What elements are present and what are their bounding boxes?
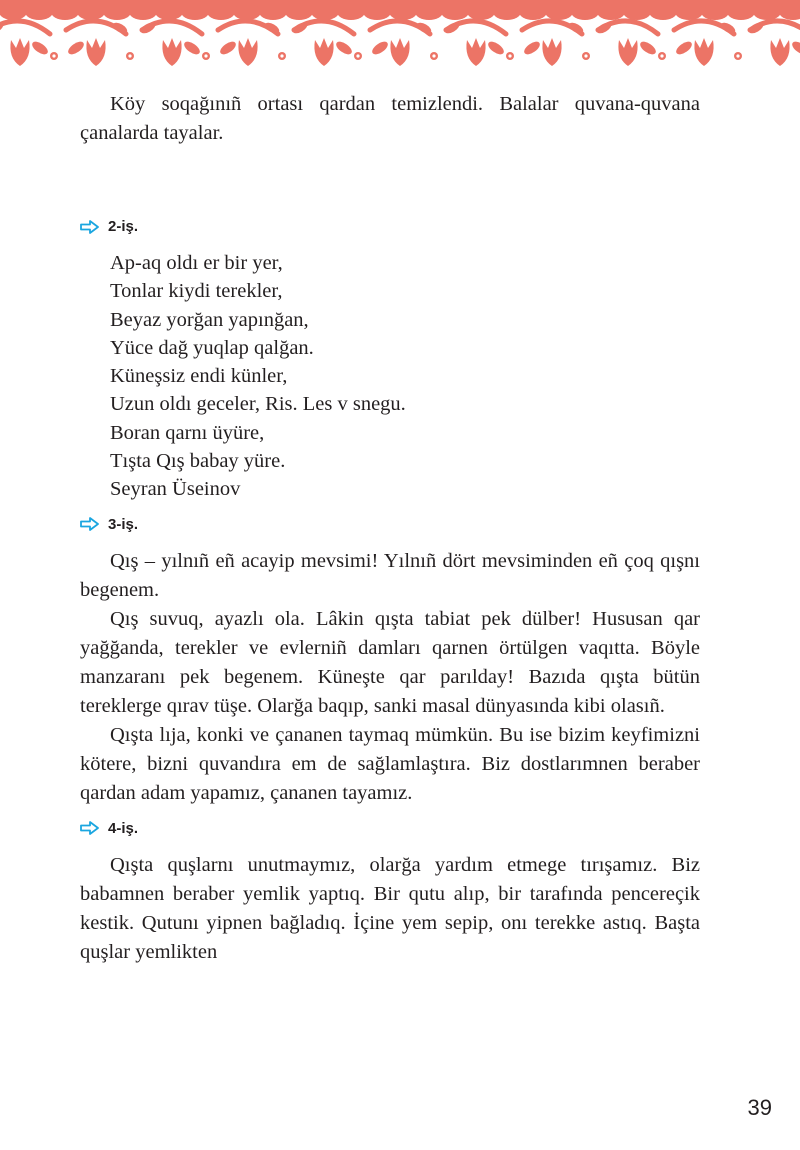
arrow-right-icon xyxy=(80,517,100,531)
intro-paragraph: Köy soqağınıñ ortası qardan temizlendi. Balalar quvana-quvana çanalarda tayalar. xyxy=(80,93,700,144)
arrow-right-icon xyxy=(80,821,100,835)
poem-line: Tonlar kiydi terekler, xyxy=(110,280,283,303)
poem-line: Ap-aq oldı er bir yer, xyxy=(110,252,283,274)
task-3-paragraph: Qış – yılnıñ eñ acayip mevsimi! Yılnıñ dört mevsiminden eñ çoq qışnı begenem. xyxy=(80,549,700,601)
task-3-paragraph: Qışta lıja, konki ve çananen taymaq mümkün. Bu ise bizim keyfimizni kötere, bizni quvandıra em de sağlamlaştıra. Biz dostlarımnen beraber qardan adam yapamız, çananen tayamız. xyxy=(80,723,700,804)
poem-line: Boran qarnı üyüre, xyxy=(110,421,265,444)
floral-ornament-border xyxy=(0,0,800,72)
page-content xyxy=(80,90,700,967)
poem xyxy=(80,249,700,504)
task-2-label: 2-iş. xyxy=(108,218,139,235)
poem-line: Beyaz yorğan yapınğan, xyxy=(110,308,309,331)
task-4-label: 4-iş. xyxy=(108,819,139,837)
task-3-label: 3-iş. xyxy=(108,515,139,533)
task-4-paragraph: Qışta quşlarnı unutmaymız, olarğa yardım etmege tırışamız. Biz babamnen beraber yemlik yaptıq. Bir qutu alıp, bir tarafında pencereçik kestik. Qutunı yipnen bağladıq. İçine yem sepip, onı terekke astıq. Başta quşlar yemlikten xyxy=(80,853,700,963)
poem-line: Uzun oldı geceler, Ris. Les v snegu. xyxy=(110,393,406,416)
task-2-heading xyxy=(80,218,700,235)
arrow-right-icon xyxy=(80,220,100,234)
poem-line: Tışta Qış babay yüre. xyxy=(110,450,286,473)
task-3-heading xyxy=(80,516,700,533)
task-3-paragraph: Qış suvuq, ayazlı ola. Lâkin qışta tabiat pek dülber! Hususan qar yağğanda, terekler ve evlerniñ damları qarnen örtülgen vaqıtta. Böyle manzaranı pek begenem. Küneşte qar parılday! Bazıda qışta bütün tereklerge qırav tüşe. Olarğa baqıp, sanki masal dünyasında kibi olasıñ. xyxy=(80,607,700,717)
poem-line: Küneşsiz endi künler, xyxy=(110,365,288,388)
page-number: 39 xyxy=(747,1095,772,1120)
poem-line: Yüce dağ yuqlap qalğan. xyxy=(110,336,314,359)
task-4-heading xyxy=(80,820,700,837)
poem-author: Seyran Üseinov xyxy=(110,478,241,501)
